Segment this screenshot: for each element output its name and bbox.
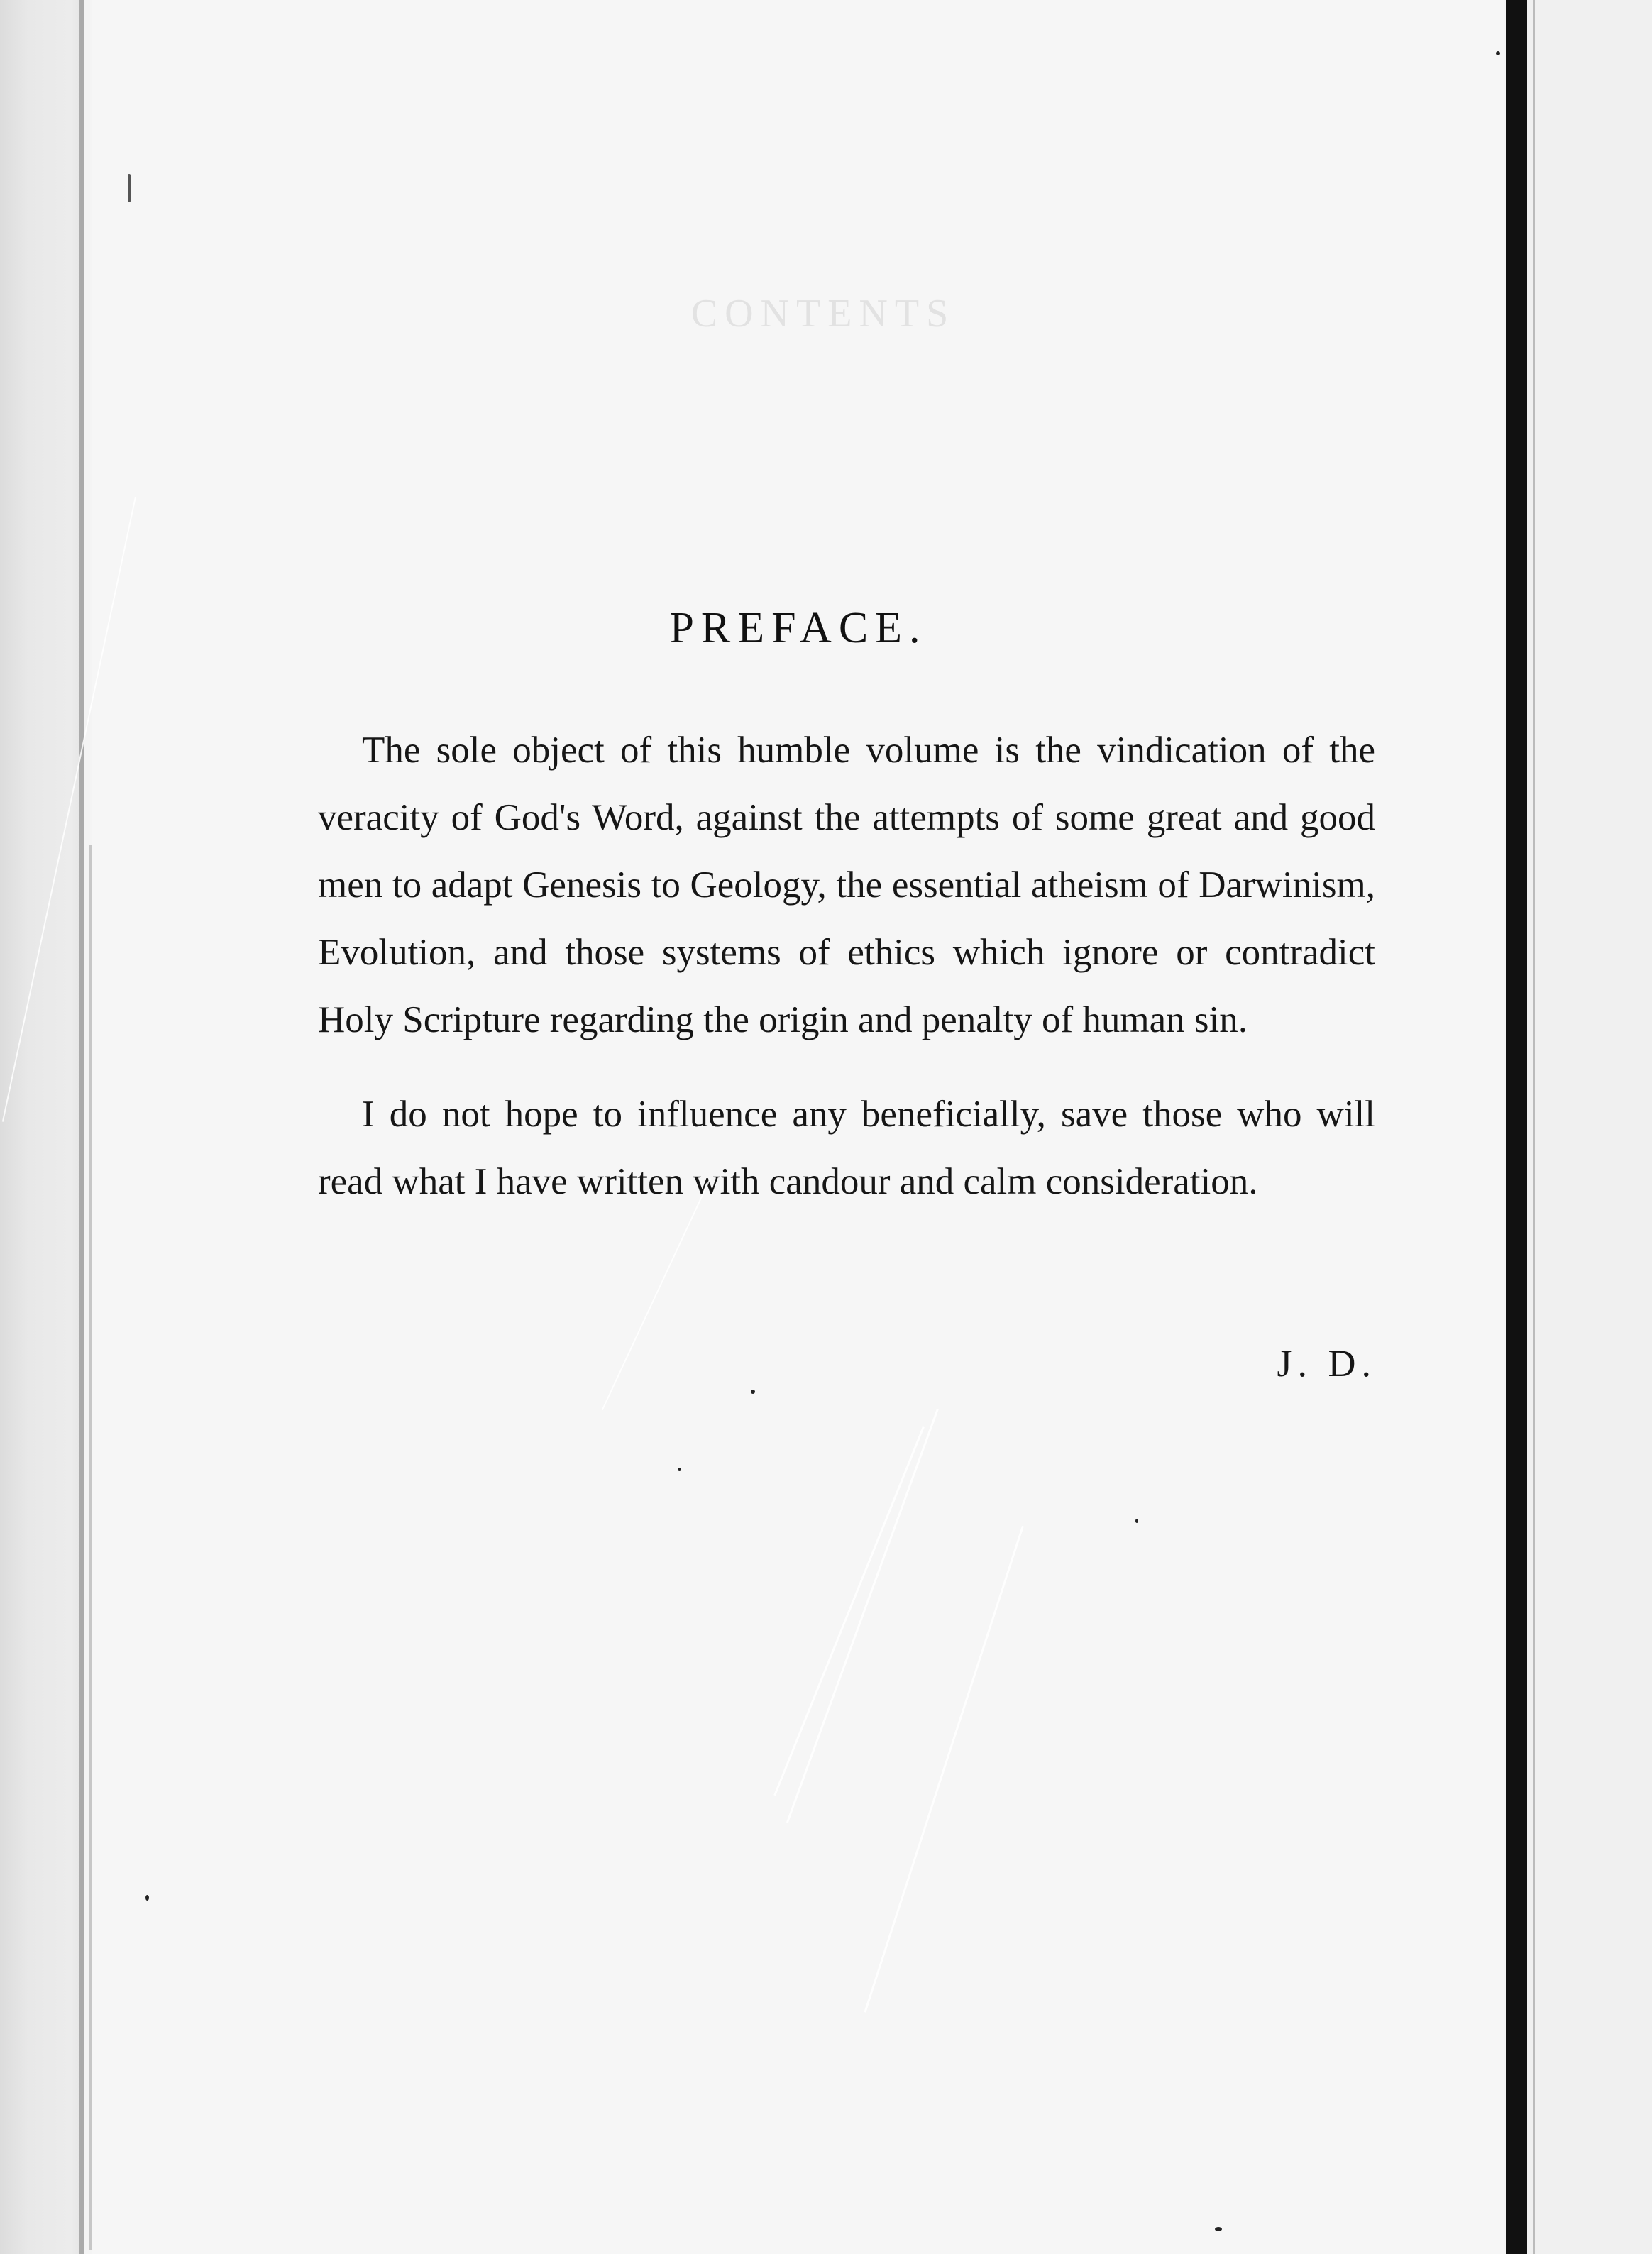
book-gutter <box>1506 0 1527 2254</box>
facing-page-edge <box>1527 0 1652 2254</box>
dust-speck <box>128 174 131 202</box>
dust-speck <box>145 1895 149 1901</box>
dust-speck <box>678 1468 681 1471</box>
page-title: PREFACE. <box>669 604 927 652</box>
facing-page-rule <box>1533 0 1535 2254</box>
preface-paragraph-2: I do not hope to influence any beneficially, save those who will read what I have written with candour and calm consideration. <box>318 1094 1375 1202</box>
left-inner-rule <box>89 845 92 2250</box>
dust-speck <box>1215 2227 1222 2231</box>
preface-paragraph-1: The sole object of this humble volume is the vindication of the veracity of God's Word, against the attempts of some great and good men to adapt Genesis to Geology, the essential atheism of Darwinism, Evolution, and those systems of ethics which ignore or contradict Holy Scripture regarding the origin and penalty of human sin. <box>318 730 1375 1040</box>
author-initials: J. D. <box>1277 1342 1377 1385</box>
left-page-edge <box>0 0 84 2254</box>
dust-speck <box>751 1390 755 1394</box>
preface-body <box>318 717 1375 1216</box>
left-binding-rule <box>79 0 84 2254</box>
dust-speck <box>1135 1519 1138 1523</box>
bleed-through-heading: CONTENTS <box>690 292 956 336</box>
dust-speck <box>1496 51 1500 55</box>
